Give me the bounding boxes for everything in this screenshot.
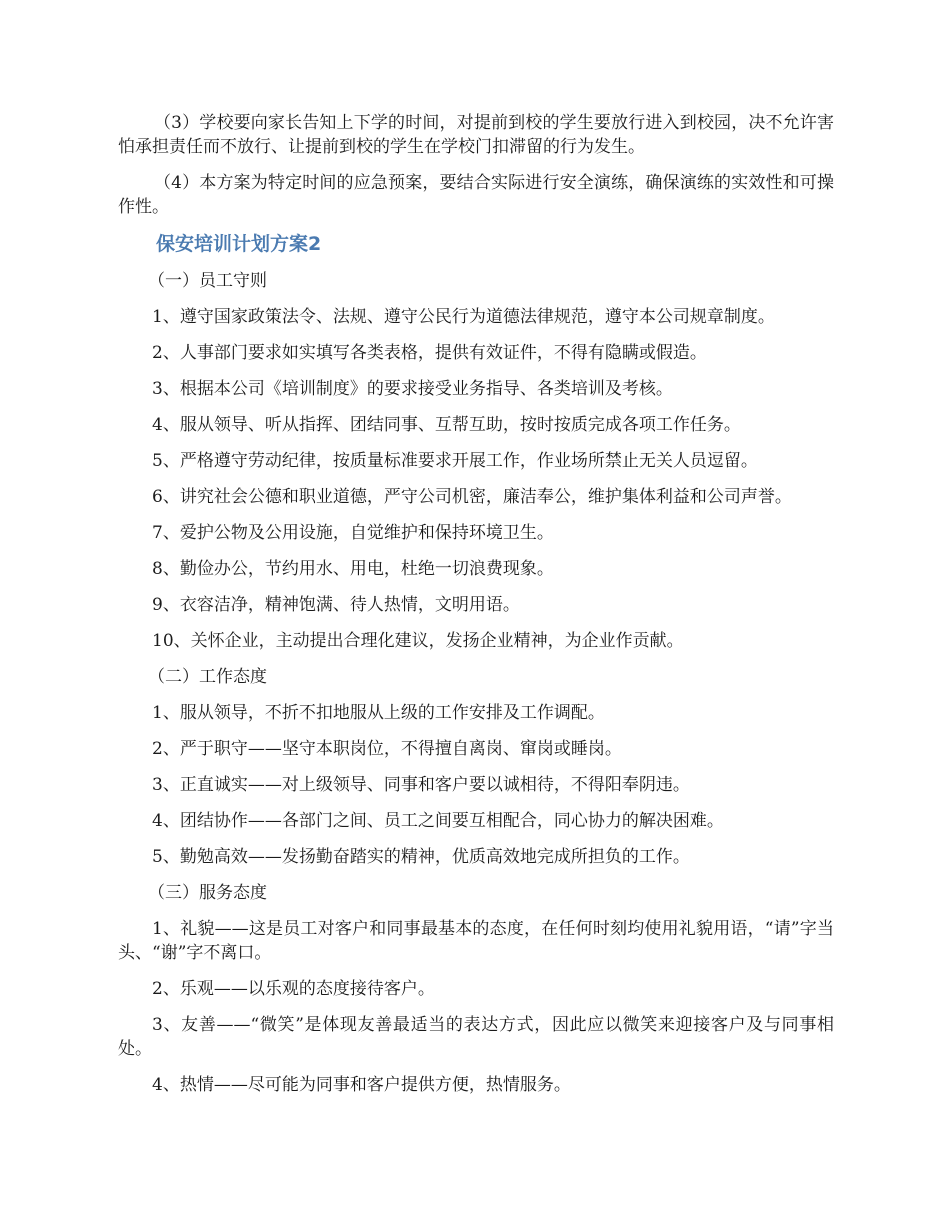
list-item: 2、人事部门要求如实填写各类表格，提供有效证件，不得有隐瞒或假造。 xyxy=(152,343,707,363)
list-item: 4、服从领导、听从指挥、团结同事、互帮互助，按时按质完成各项工作任务。 xyxy=(152,415,741,435)
list-item: 5、严格遵守劳动纪律，按质量标准要求开展工作，作业场所禁止无关人员逗留。 xyxy=(152,451,758,471)
list-item: 1、遵守国家政策法令、法规、遵守公民行为道德法律规范，遵守本公司规章制度。 xyxy=(152,307,775,327)
list-item: 10、关怀企业，主动提出合理化建议，发扬企业精神，为企业作贡献。 xyxy=(152,631,684,651)
list-item: 1、服从领导，不折不扣地服从上级的工作安排及工作调配。 xyxy=(152,703,605,723)
list-item: 9、衣容洁净，精神饱满、待人热情，文明用语。 xyxy=(152,595,520,615)
intro-paragraph-3: （3）学校要向家长告知上下学的时间，对提前到校的学生要放行进入到校园，决不允许害怕承担责任而不放行、让提前到校的学生在学校门扣滞留的行为发生。 xyxy=(118,113,834,157)
subsection-title-service-attitude: （三）服务态度 xyxy=(148,883,267,903)
list-item: 3、根据本公司《培训制度》的要求接受业务指导、各类培训及考核。 xyxy=(152,379,673,399)
list-item: 7、爱护公物及公用设施，自觉维护和保持环境卫生。 xyxy=(152,523,554,543)
list-item: 6、讲究社会公德和职业道德，严守公司机密，廉洁奉公，维护集体利益和公司声誉。 xyxy=(152,487,792,507)
list-item: 1、礼貌——这是员工对客户和同事最基本的态度，在任何时刻均使用礼貌用语，“请”字当头、“谢”字不离口。 xyxy=(118,919,834,963)
list-item: 4、团结协作——各部门之间、员工之间要互相配合，同心协力的解决困难。 xyxy=(152,811,724,831)
section-heading: 保安培训计划方案2 xyxy=(156,233,322,255)
subsection-title-rules: （一）员工守则 xyxy=(148,271,267,291)
document-body xyxy=(118,111,834,1097)
intro-paragraph-4: （4）本方案为特定时间的应急预案，要结合实际进行安全演练，确保演练的实效性和可操作性。 xyxy=(118,173,834,217)
list-item: 3、正直诚实——对上级领导、同事和客户要以诚相待，不得阳奉阴违。 xyxy=(152,775,690,795)
list-item: 3、友善——“微笑”是体现友善最适当的表达方式，因此应以微笑来迎接客户及与同事相处。 xyxy=(118,1015,834,1059)
list-item: 5、勤勉高效——发扬勤奋踏实的精神，优质高效地完成所担负的工作。 xyxy=(152,847,690,867)
list-item: 8、勤俭办公，节约用水、用电，杜绝一切浪费现象。 xyxy=(152,559,554,579)
list-item: 4、热情——尽可能为同事和客户提供方便，热情服务。 xyxy=(152,1075,571,1095)
subsection-title-work-attitude: （二）工作态度 xyxy=(148,667,267,687)
list-item: 2、乐观——以乐观的态度接待客户。 xyxy=(152,979,435,999)
list-item: 2、严于职守——坚守本职岗位，不得擅自离岗、窜岗或睡岗。 xyxy=(152,739,622,759)
